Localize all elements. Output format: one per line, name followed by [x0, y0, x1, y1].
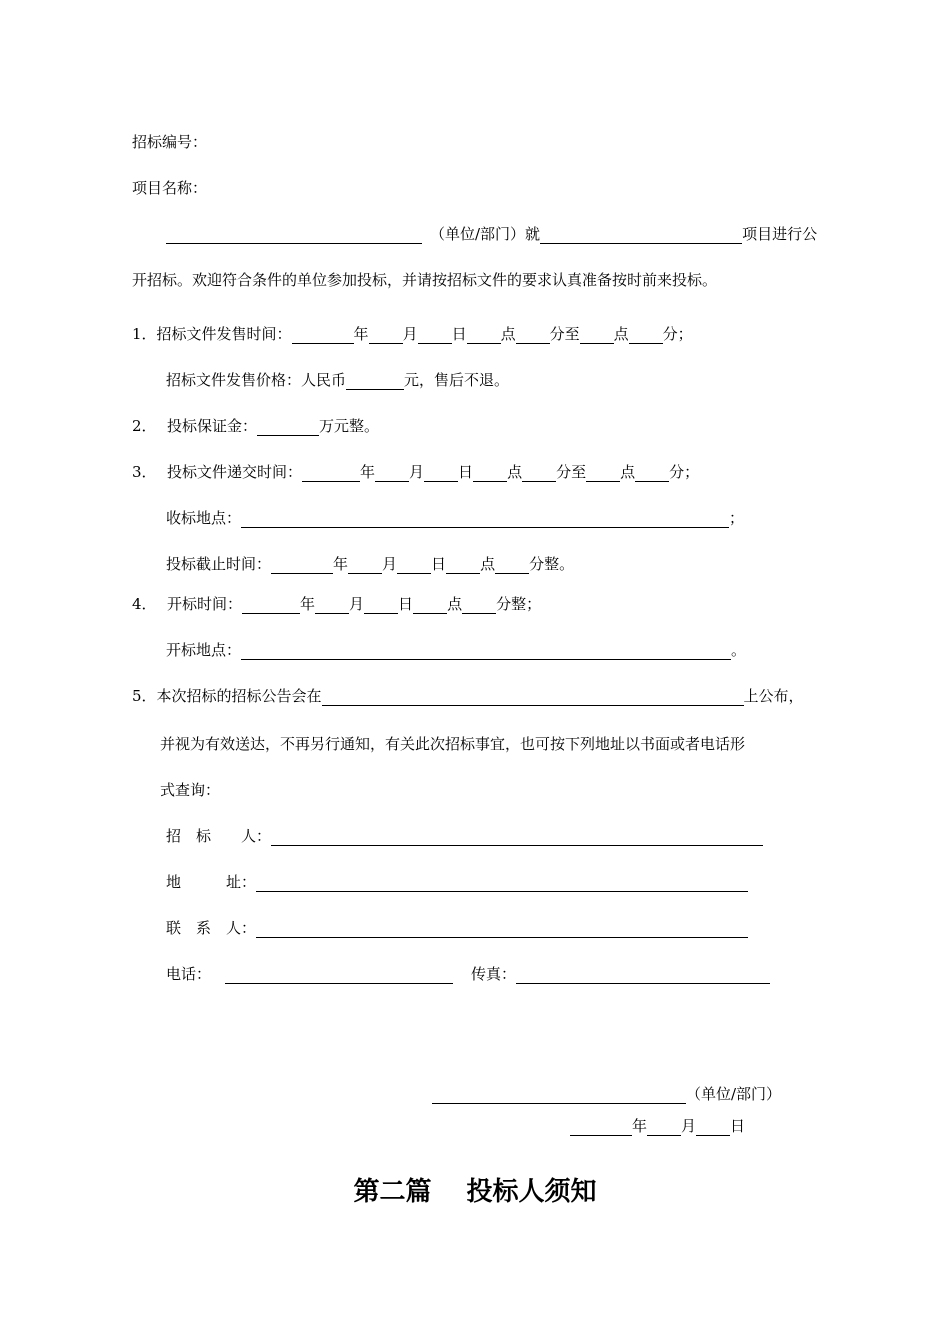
item5-line-3: 式查询： — [160, 781, 221, 799]
blank[interactable] — [424, 466, 458, 482]
contact-person: 联 系 人： — [166, 918, 748, 938]
bidder-blank[interactable] — [271, 830, 763, 846]
contact-bidder: 招 标 人： — [166, 826, 763, 846]
item4-open-time: 4． 开标时间： 年 月 日 点 分整； — [132, 595, 542, 613]
signature-unit: （单位/部门） — [432, 1084, 781, 1104]
blank[interactable] — [348, 558, 382, 574]
project-name-label: 项目名称： — [132, 179, 208, 197]
fax-blank[interactable] — [516, 968, 770, 984]
sign-unit-blank[interactable] — [432, 1088, 686, 1104]
phone-blank[interactable] — [225, 968, 453, 984]
blank[interactable] — [413, 598, 447, 614]
blank[interactable] — [242, 598, 300, 614]
item1-sale-time: 1．招标文件发售时间： 年 月 日 点 分至 点 分； — [132, 325, 693, 343]
media-blank[interactable] — [322, 690, 744, 706]
blank[interactable] — [580, 328, 614, 344]
unit-blank[interactable] — [166, 228, 422, 244]
intro-line-2: 开招标。欢迎符合条件的单位参加投标，并请按招标文件的要求认真准备按时前来投标。 — [132, 271, 718, 289]
blank[interactable] — [364, 598, 398, 614]
blank[interactable] — [522, 466, 556, 482]
contact-address: 地 址： — [166, 872, 748, 892]
blank[interactable] — [446, 558, 480, 574]
blank[interactable] — [629, 328, 663, 344]
blank[interactable] — [315, 598, 349, 614]
contact-phone-fax: 电话： 传真： — [166, 964, 770, 984]
item5-line-2: 并视为有效送达，不再另行通知，有关此次招标事宜，也可按下列地址以书面或者电话形 — [160, 735, 746, 753]
blank[interactable] — [397, 558, 431, 574]
blank[interactable] — [462, 598, 496, 614]
blank[interactable] — [696, 1120, 730, 1136]
item3-place: 收标地点： ； — [166, 509, 745, 527]
price-blank[interactable] — [346, 374, 404, 390]
project-blank[interactable] — [540, 228, 742, 244]
deposit-blank[interactable] — [257, 420, 319, 436]
item2-deposit: 2． 投标保证金： 万元整。 — [132, 417, 380, 435]
blank[interactable] — [271, 558, 333, 574]
signature-date: 年 月 日 — [570, 1116, 745, 1136]
place-blank[interactable] — [241, 644, 731, 660]
place-blank[interactable] — [241, 512, 729, 528]
blank[interactable] — [495, 558, 529, 574]
item3-deadline: 投标截止时间： 年 月 日 点 分整。 — [166, 555, 575, 573]
blank[interactable] — [302, 466, 360, 482]
item3-submit-time: 3． 投标文件递交时间： 年 月 日 点 分至 点 分； — [132, 463, 700, 481]
blank[interactable] — [369, 328, 403, 344]
address-blank[interactable] — [256, 876, 748, 892]
blank[interactable] — [586, 466, 620, 482]
bid-number-label: 招标编号： — [132, 133, 208, 151]
item5-line-1: 5．本次招标的招标公告会在 上公布， — [132, 687, 804, 705]
person-blank[interactable] — [256, 922, 748, 938]
intro-line-1: （单位/部门）就 项目进行公 — [166, 224, 817, 244]
item4-place: 开标地点： 。 — [166, 641, 747, 659]
blank[interactable] — [473, 466, 507, 482]
blank[interactable] — [292, 328, 354, 344]
blank[interactable] — [635, 466, 669, 482]
blank[interactable] — [516, 328, 550, 344]
blank[interactable] — [418, 328, 452, 344]
item1-price: 招标文件发售价格：人民币 元，售后不退。 — [166, 371, 510, 389]
section-title: 第二篇 投标人须知 — [353, 1177, 597, 1207]
blank[interactable] — [647, 1120, 681, 1136]
blank[interactable] — [467, 328, 501, 344]
blank[interactable] — [375, 466, 409, 482]
blank[interactable] — [570, 1120, 632, 1136]
